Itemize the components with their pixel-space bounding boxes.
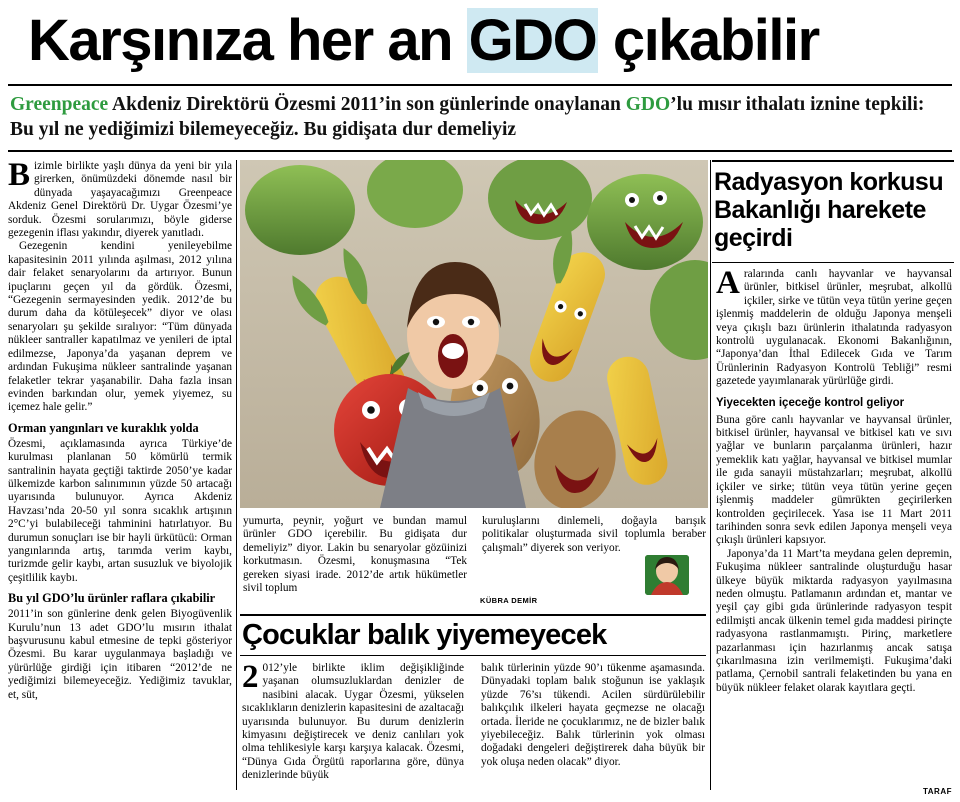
right-para3: Japonya’da 11 Mart’ta meydana gelen depremin, Fukuşima nükleer santralinde oluşturduğu hasar ülkeye büyük miktarda radyasyon yayılmasına neden olmuştu. Patlamanın ardından et, mantar ve yeşil çay gibi gıda ürünlerinde radyasyon tespit edilmişti ancak ülkenin temel gıda maddesi pirinçte radyasyona rastlanmamıştı. Pirinç, marketlere pazarlanması için hazırlanmış ancak satışa çıkarılmasına izin verilmemişti. Fukuşima’daki patlama, Çernobil santrali felaketinden bu yana en büyük nükleer felaket olarak kayıtlara geçti. <box>716 547 952 694</box>
divider-right-top <box>712 160 954 162</box>
photo-illustration <box>240 160 708 508</box>
column1-para1: izimle birlikte yaşlı dünya da yeni bir yıla girerken, önümüzdeki dönemde nasıl bir dünyada yaşayacağımızı Greenpeace Akdeniz Genel Direktörü Dr. Uygar Özesmi’ye sorduk. Özesmi sorularımızı, böyle giderse gezegenin iflası yakındır, diyerek yanıtladı. <box>8 160 232 240</box>
bottom-col1-text: 012’yle birlikte iklim değişikliğinde yaşanan olumsuzluklardan denizler de nasibini alacak. Uygar Özesmi, yükselen sıcaklıkların denizlerin kapasitesini de azaltacağı uyarısında bulunuyor. Bu durum denizlerin kimyasını değiştirecek ve deniz canlıları yok olma tehlikesiyle karşı karşıya kalacak. Özesmi, “Dünya Gıda Örgütü raporlarına göre, dünya denizlerinde büyük <box>242 662 464 782</box>
deck-gdo: GDO <box>625 94 671 115</box>
right-article-title: Radyasyon korkusu Bakanlığı harekete geçirdi <box>714 168 944 252</box>
column3-para1: kuruluşlarını dinlemeli, doğayla barışık politikalar oluşturmada sivil toplumla beraber çalışmalı” diyerek son veriyor. <box>482 515 706 554</box>
right-article-body <box>716 265 952 695</box>
headline-highlight: GDO <box>468 8 597 73</box>
dropcap-2: 2 <box>242 659 259 695</box>
article-column-1 <box>8 157 232 702</box>
divider-vertical-left <box>236 160 237 790</box>
deck-lead: Greenpeace <box>10 94 109 115</box>
divider-bottom-2 <box>240 655 706 656</box>
byline-name: KÜBRA DEMİR <box>480 596 538 605</box>
article-column-3 <box>482 515 706 555</box>
publication-mark: TARAF <box>922 787 952 796</box>
bottom-col2-text: balık türlerinin yüzde 90’ı tükenme aşamasında. Dünyadaki toplam balık stoğunun ise yaklaşık yüzde 76’sı tükendi. Acilen sürdürülebilir balıkçılık ilkeleri hayata geçmezse ne olacağı ortada. İleride ne çocuklarımız, ne de bizler balık yiyebileceğiz. Balık türlerinin yok olması doğadaki dengeleri değiştirerek daha büyük bir yok oluşa neden olacak” diyor. <box>481 662 705 768</box>
column1-para2: Gezegenin kendini yenileyebilme kapasitesinin 2011 yılında aşılması, 2012 yılına dair felaket senaryolarını da artırıyor. Bunun ipuçlarını geçen yıl da gördük. Özesmi, “Gezegenin sermayesinden yedik. 2012’de bu durum daha da kötüleşecek” diyor ve olası senaryoları şu şekilde sıralıyor: “Tüm dünyada nükleer santraller kapatılmaz ve yenileri de iptal edilmezse, Japonya’da yaşanan deprem ve ardından Fukuşima nükleer santralinde yaşanan felaketler tekrar yaşanabilir. Daha fazla insan evinden barkından olur, yemek yiyemez, su içemez hale gelir.” <box>8 240 232 414</box>
page-deck <box>10 92 950 142</box>
divider-deck <box>8 150 952 152</box>
divider-right-mid <box>712 262 954 263</box>
headline-part1: Karşınıza her an <box>28 8 467 73</box>
column1-para4: 2011’in son günlerine denk gelen Biyogüvenlik Kurulu’nun 13 adet GDO’lu mısırın ithalat başvurusunu kabul etmesine de tepki gösteriyor Özesmi. Bu karar uygulanmaya başladığı ve yürürlüğe girdiği için itibaren “2012’de ne yediğimizi bilemeyeceğiz. Yediğimiz tavuklar, et, süt, <box>8 608 232 701</box>
article-column-2 <box>243 515 467 595</box>
column1-subhead-1: Orman yangınları ve kuraklık yolda <box>8 420 199 435</box>
page-headline <box>28 10 936 72</box>
divider-bottom-1 <box>240 614 706 616</box>
divider-top <box>8 84 952 86</box>
right-para1: ralarında canlı hayvanlar ve hayvansal ürünler, bitkisel ürünler, meşrubat, alkollü içkiler, sirke ve tütün veya tütün yerine geçen işlenmiş maddelerin de olduğu Japonya menşeli veya çıkışlı bazı ürünlerin ithalatında radyasyon kontrolü uygulanacak. Ekonomi Bakanlığının, “Japonya’dan İthal Edilecek Gıda ve Tarım Ürünlerinin Radyasyon Kontrolü Tebliği” resmi gazetede yayımlanarak yürürlüğe girdi. <box>716 268 952 388</box>
dropcap-a: A <box>716 265 740 301</box>
byline-avatar <box>645 555 689 595</box>
right-para2: Buna göre canlı hayvanlar ve hayvansal ürünler, bitkisel ürünler, hayvansal ve bitkisel katı ve sıvı yağlar ve bunların parçalanma ürünleri, hazır yemeklik katı yağlar, hayvansal ve bitkisel mumlar ile gıda sanayii müstahzarları; meşrubat, alkollü içkiler ve sirke; tütün veya tütün yerine geçen işlenmiş maddeler gümrükten geçirilerken kontrolden geçirilecek. Yasa ise 11 Mart 2011 tarihinden sonra sevk edilen Japonya menşeli veya çıkışlı ürünleri kapsıyor. <box>716 413 952 547</box>
column1-subhead-2: Bu yıl GDO’lu ürünler raflara çıkabilir <box>8 591 216 606</box>
divider-vertical-right <box>710 160 711 790</box>
dropcap-b: B <box>8 157 31 193</box>
main-photo-vegetables-monsters <box>240 160 708 508</box>
column2-para1: yumurta, peynir, yoğurt ve bundan mamul ürünler GDO içerebilir. Bu gidişata dur demeliyiz” diyor. Lakin bu senaryolar gözüinizi korkutmasın. Özesmi, konuşmasına “Tek gereken siyasi irade. 2012’de artık hükümetler sivil toplum <box>243 515 467 595</box>
headline-part2: çıkabilir <box>598 8 819 73</box>
bottom-column-2 <box>481 662 705 769</box>
bottom-feature-title: Çocuklar balık yiyemeyecek <box>242 619 607 651</box>
column1-para3: Özesmi, açıklamasında ayrıca Türkiye’de kurulması planlanan 50 kömürlü termik santralinin hayata geçtiği taktirde 2050’ye kadar ülkemizde karbon salınımının yüzde 50 artacağı uyarısında bulunuyor. Ayrıca Akdeniz Havzası’nda 20-50 yıl sonra sıcaklık artışının 2°C’yi bulabileceği tahminini hatırlatıyor. Bu durumun sonuçları ise bir hayli ürkütücü: Orman yangınlarında artış, tarımda verim kaybı, turizmde gelir kaybı, artan susuzluk ve biyolojik çeşitlilik kaybı. <box>8 437 232 584</box>
deck-text2: ’lu mısır ithalatı iznine tepkili: Bu yıl ne yediğimizi bilemeyeceğiz. Bu gidişata dur demeliyiz <box>10 94 925 140</box>
deck-text1: Akdeniz Direktörü Özesmi 2011’in son günlerinde onaylanan <box>108 94 626 115</box>
bottom-column-1 <box>242 659 464 783</box>
right-subhead-1: Yiyecekten içeceğe kontrol geliyor <box>716 396 905 409</box>
